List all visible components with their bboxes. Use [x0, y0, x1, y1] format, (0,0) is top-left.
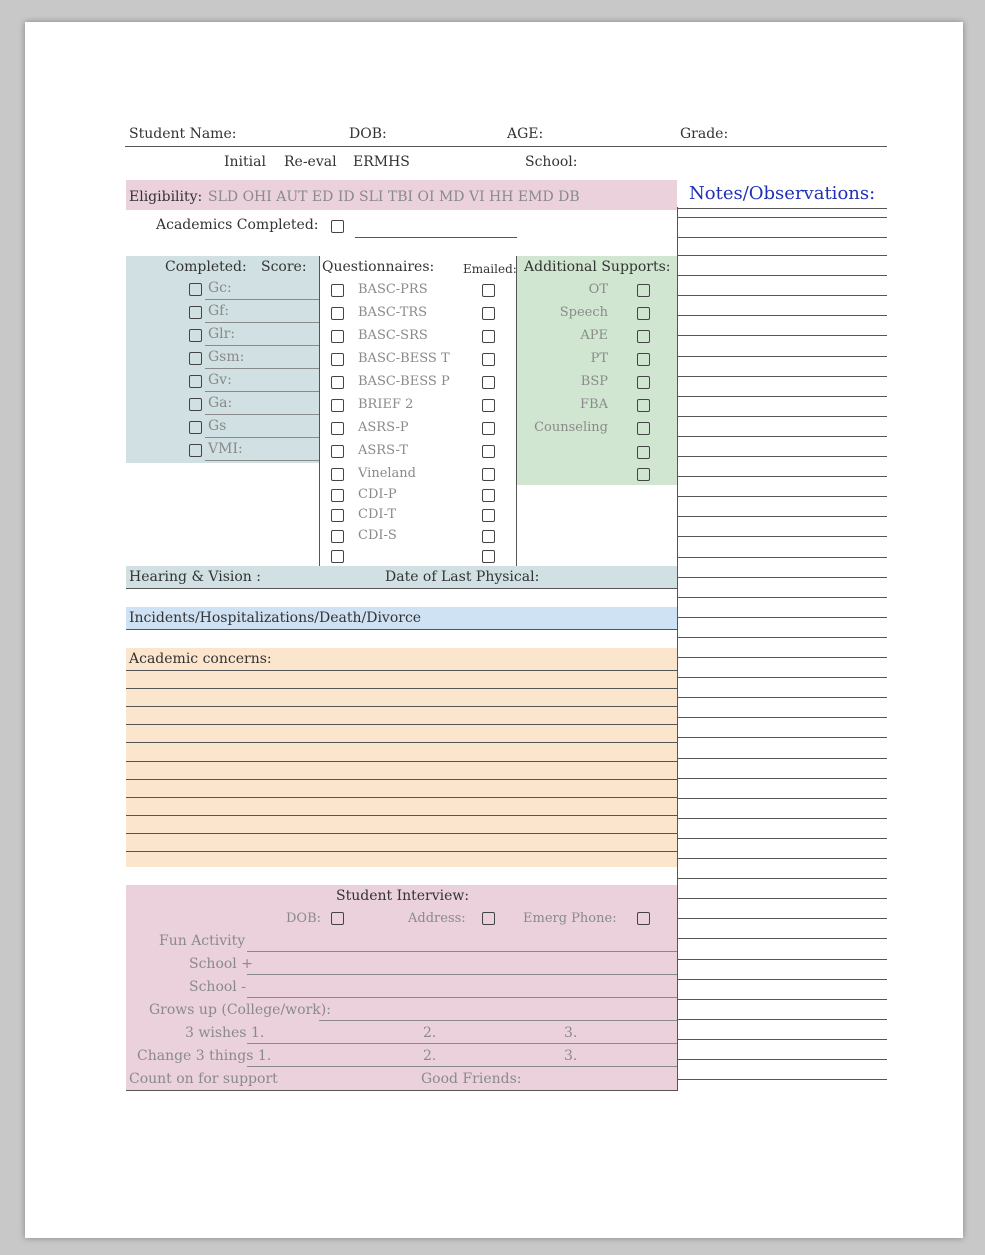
questionnaire-item-label: CDI-S: [358, 528, 397, 543]
notes-line: [678, 295, 887, 296]
header-line: [125, 146, 887, 147]
questionnaire-item-label: ASRS-T: [358, 443, 409, 458]
notes-line: [678, 1039, 887, 1040]
ermhs-label: ERMHS: [353, 154, 410, 170]
notes-line: [678, 818, 887, 819]
questionnaire-checkbox[interactable]: [331, 489, 344, 502]
notes-line: [678, 255, 887, 256]
completed-title: Completed:: [165, 259, 247, 275]
completed-item-label: VMI:: [208, 441, 243, 457]
count-on-label: Count on for support: [129, 1071, 278, 1087]
change-three-line: [247, 1066, 677, 1067]
last-physical-label: Date of Last Physical:: [385, 569, 540, 585]
emailed-checkbox[interactable]: [482, 353, 495, 366]
reeval-label: Re-eval: [284, 154, 337, 170]
three-wishes-3: 3.: [564, 1025, 578, 1041]
questionnaires-title: Questionnaires:: [322, 259, 435, 275]
notes-line: [678, 898, 887, 899]
notes-line: [678, 1019, 887, 1020]
questionnaire-item-label: BASC-BESS T: [358, 351, 450, 366]
completed-score-line: [205, 391, 319, 392]
school-plus-line: [247, 974, 677, 975]
notes-line: [678, 617, 887, 618]
three-wishes-line: [247, 1043, 677, 1044]
notes-line: [678, 959, 887, 960]
fun-activity-line: [247, 951, 677, 952]
notes-line: [678, 536, 887, 537]
completed-score-line: [205, 299, 319, 300]
emailed-checkbox[interactable]: [482, 550, 495, 563]
notes-line: [678, 717, 887, 718]
additional-supports-title: Additional Supports:: [524, 259, 671, 275]
questionnaire-checkbox[interactable]: [331, 330, 344, 343]
notes-line: [678, 1059, 887, 1060]
emailed-checkbox[interactable]: [482, 509, 495, 522]
completed-checkbox[interactable]: [189, 421, 202, 434]
completed-checkbox[interactable]: [189, 329, 202, 342]
student-interview-title: Student Interview:: [336, 888, 470, 904]
interview-address-checkbox[interactable]: [482, 912, 495, 925]
notes-line: [678, 496, 887, 497]
score-title: Score:: [261, 259, 307, 275]
academics-completed-checkbox[interactable]: [331, 220, 344, 233]
worksheet-page: [25, 22, 963, 1238]
eligibility-label: Eligibility:: [129, 189, 203, 205]
emailed-checkbox[interactable]: [482, 376, 495, 389]
notes-line: [678, 758, 887, 759]
support-checkbox[interactable]: [637, 422, 650, 435]
questionnaire-checkbox[interactable]: [331, 445, 344, 458]
support-checkbox[interactable]: [637, 307, 650, 320]
questionnaire-item-label: Vineland: [358, 466, 416, 481]
questionnaire-checkbox[interactable]: [331, 422, 344, 435]
completed-score-line: [205, 460, 319, 461]
questionnaire-checkbox[interactable]: [331, 399, 344, 412]
age-label: AGE:: [507, 126, 544, 142]
completed-score-line: [205, 437, 319, 438]
questionnaire-item-label: BASC-BESS P: [358, 374, 450, 389]
notes-line: [678, 1079, 887, 1080]
concern-line: [126, 761, 677, 762]
notes-line: [678, 858, 887, 859]
notes-line: [678, 416, 887, 417]
three-wishes-label: 3 wishes 1.: [185, 1025, 265, 1041]
completed-checkbox[interactable]: [189, 444, 202, 457]
notes-line: [678, 778, 887, 779]
concern-line: [126, 797, 677, 798]
completed-checkbox[interactable]: [189, 375, 202, 388]
questionnaire-checkbox[interactable]: [331, 353, 344, 366]
interview-dob-label: DOB:: [286, 911, 322, 926]
support-checkbox[interactable]: [637, 330, 650, 343]
notes-line: [678, 376, 887, 377]
completed-checkbox[interactable]: [189, 398, 202, 411]
support-item-label: Counseling: [534, 420, 608, 435]
questionnaire-checkbox[interactable]: [331, 509, 344, 522]
completed-item-label: Gsm:: [208, 349, 245, 365]
notes-line: [678, 356, 887, 357]
change-three-3: 3.: [564, 1048, 578, 1064]
questionnaire-item-label: BRIEF 2: [358, 397, 414, 412]
questionnaire-checkbox[interactable]: [331, 530, 344, 543]
support-checkbox[interactable]: [637, 399, 650, 412]
grade-label: Grade:: [680, 126, 729, 142]
notes-line: [678, 918, 887, 919]
notes-line: [678, 275, 887, 276]
concern-line: [126, 815, 677, 816]
support-item-label: FBA: [580, 397, 608, 412]
completed-item-label: Gs: [208, 418, 227, 434]
emailed-checkbox[interactable]: [482, 284, 495, 297]
notes-line: [678, 436, 887, 437]
concern-line: [126, 688, 677, 689]
completed-score-line: [205, 414, 319, 415]
concern-line: [126, 670, 677, 671]
questionnaire-item-label: BASC-PRS: [358, 282, 428, 297]
completed-checkbox[interactable]: [189, 283, 202, 296]
notes-line: [678, 516, 887, 517]
notes-title: Notes/Observations:: [689, 183, 876, 204]
support-item-label: OT: [588, 282, 608, 297]
support-checkbox[interactable]: [637, 468, 650, 481]
notes-line: [678, 677, 887, 678]
questionnaire-item-label: CDI-P: [358, 487, 397, 502]
questionnaire-checkbox[interactable]: [331, 284, 344, 297]
academics-completed-line: [355, 237, 517, 238]
notes-line: [678, 637, 887, 638]
interview-bottom-line: [126, 1090, 677, 1091]
completed-checkbox[interactable]: [189, 352, 202, 365]
school-minus-line: [247, 997, 677, 998]
concern-line: [126, 779, 677, 780]
completed-item-label: Ga:: [208, 395, 233, 411]
notes-line: [678, 476, 887, 477]
support-item-label: APE: [580, 328, 608, 343]
completed-item-label: Gv:: [208, 372, 232, 388]
notes-line: [678, 597, 887, 598]
academics-completed-label: Academics Completed:: [156, 217, 319, 233]
support-checkbox[interactable]: [637, 284, 650, 297]
emailed-checkbox[interactable]: [482, 530, 495, 543]
emailed-checkbox[interactable]: [482, 468, 495, 481]
completed-score-line: [205, 322, 319, 323]
questionnaire-item-label: CDI-T: [358, 507, 397, 522]
emailed-checkbox[interactable]: [482, 445, 495, 458]
interview-dob-checkbox[interactable]: [331, 912, 344, 925]
hearing-vision-label: Hearing & Vision :: [129, 569, 261, 585]
notes-line: [678, 798, 887, 799]
completed-score-line: [205, 345, 319, 346]
incidents-label: Incidents/Hospitalizations/Death/Divorce: [129, 610, 422, 626]
concern-line: [126, 742, 677, 743]
questionnaire-checkbox[interactable]: [331, 468, 344, 481]
hearing-vision-line: [126, 588, 677, 589]
academic-concerns-band: [126, 648, 677, 867]
academic-concerns-label: Academic concerns:: [129, 651, 272, 667]
questionnaire-checkbox[interactable]: [331, 376, 344, 389]
school-label: School:: [525, 154, 578, 170]
three-wishes-2: 2.: [423, 1025, 437, 1041]
completed-item-label: Gf:: [208, 303, 230, 319]
support-item-label: BSP: [580, 374, 608, 389]
notes-line: [678, 577, 887, 578]
notes-line: [678, 208, 887, 209]
support-checkbox[interactable]: [637, 376, 650, 389]
questionnaire-checkbox[interactable]: [331, 550, 344, 563]
notes-line: [678, 217, 887, 218]
emailed-checkbox[interactable]: [482, 330, 495, 343]
notes-line: [678, 979, 887, 980]
grows-up-line: [319, 1020, 677, 1021]
initial-label: Initial: [224, 154, 266, 170]
emailed-checkbox[interactable]: [482, 307, 495, 320]
notes-line: [678, 557, 887, 558]
notes-line: [678, 838, 887, 839]
eligibility-codes: SLD OHI AUT ED ID SLI TBI OI MD VI HH EMD DB: [208, 189, 580, 205]
questionnaire-item-label: ASRS-P: [358, 420, 409, 435]
school-plus-label: School +: [189, 956, 253, 972]
support-item-label: PT: [590, 351, 608, 366]
notes-line: [678, 697, 887, 698]
notes-line: [678, 335, 887, 336]
notes-line: [678, 657, 887, 658]
column-divider-1: [319, 256, 320, 566]
questionnaire-checkbox[interactable]: [331, 307, 344, 320]
support-checkbox[interactable]: [637, 353, 650, 366]
notes-line: [678, 999, 887, 1000]
questionnaire-item-label: BASC-TRS: [358, 305, 428, 320]
grows-up-label: Grows up (College/work):: [149, 1002, 331, 1018]
student-name-label: Student Name:: [129, 126, 237, 142]
emailed-checkbox[interactable]: [482, 489, 495, 502]
change-three-label: Change 3 things 1.: [137, 1048, 272, 1064]
questionnaire-item-label: BASC-SRS: [358, 328, 428, 343]
good-friends-label: Good Friends:: [421, 1071, 522, 1087]
notes-line: [678, 737, 887, 738]
notes-line: [678, 456, 887, 457]
notes-line: [678, 315, 887, 316]
incidents-line: [126, 629, 677, 630]
support-item-label: Speech: [559, 305, 608, 320]
emailed-title: Emailed:: [463, 262, 517, 276]
completed-item-label: Gc:: [208, 280, 232, 296]
completed-score-line: [205, 368, 319, 369]
notes-line: [678, 878, 887, 879]
concern-line: [126, 851, 677, 852]
concern-line: [126, 833, 677, 834]
emailed-checkbox[interactable]: [482, 399, 495, 412]
interview-emerg-phone-checkbox[interactable]: [637, 912, 650, 925]
emailed-checkbox[interactable]: [482, 422, 495, 435]
completed-item-label: Glr:: [208, 326, 236, 342]
support-checkbox[interactable]: [637, 446, 650, 459]
notes-line: [678, 396, 887, 397]
concern-line: [126, 724, 677, 725]
interview-emerg-phone-label: Emerg Phone:: [523, 911, 617, 926]
interview-address-label: Address:: [408, 911, 466, 926]
school-minus-label: School -: [189, 979, 246, 995]
fun-activity-label: Fun Activity: [159, 933, 246, 949]
concern-line: [126, 706, 677, 707]
notes-line: [678, 237, 887, 238]
change-three-2: 2.: [423, 1048, 437, 1064]
notes-line: [678, 938, 887, 939]
dob-label: DOB:: [349, 126, 387, 142]
completed-checkbox[interactable]: [189, 306, 202, 319]
